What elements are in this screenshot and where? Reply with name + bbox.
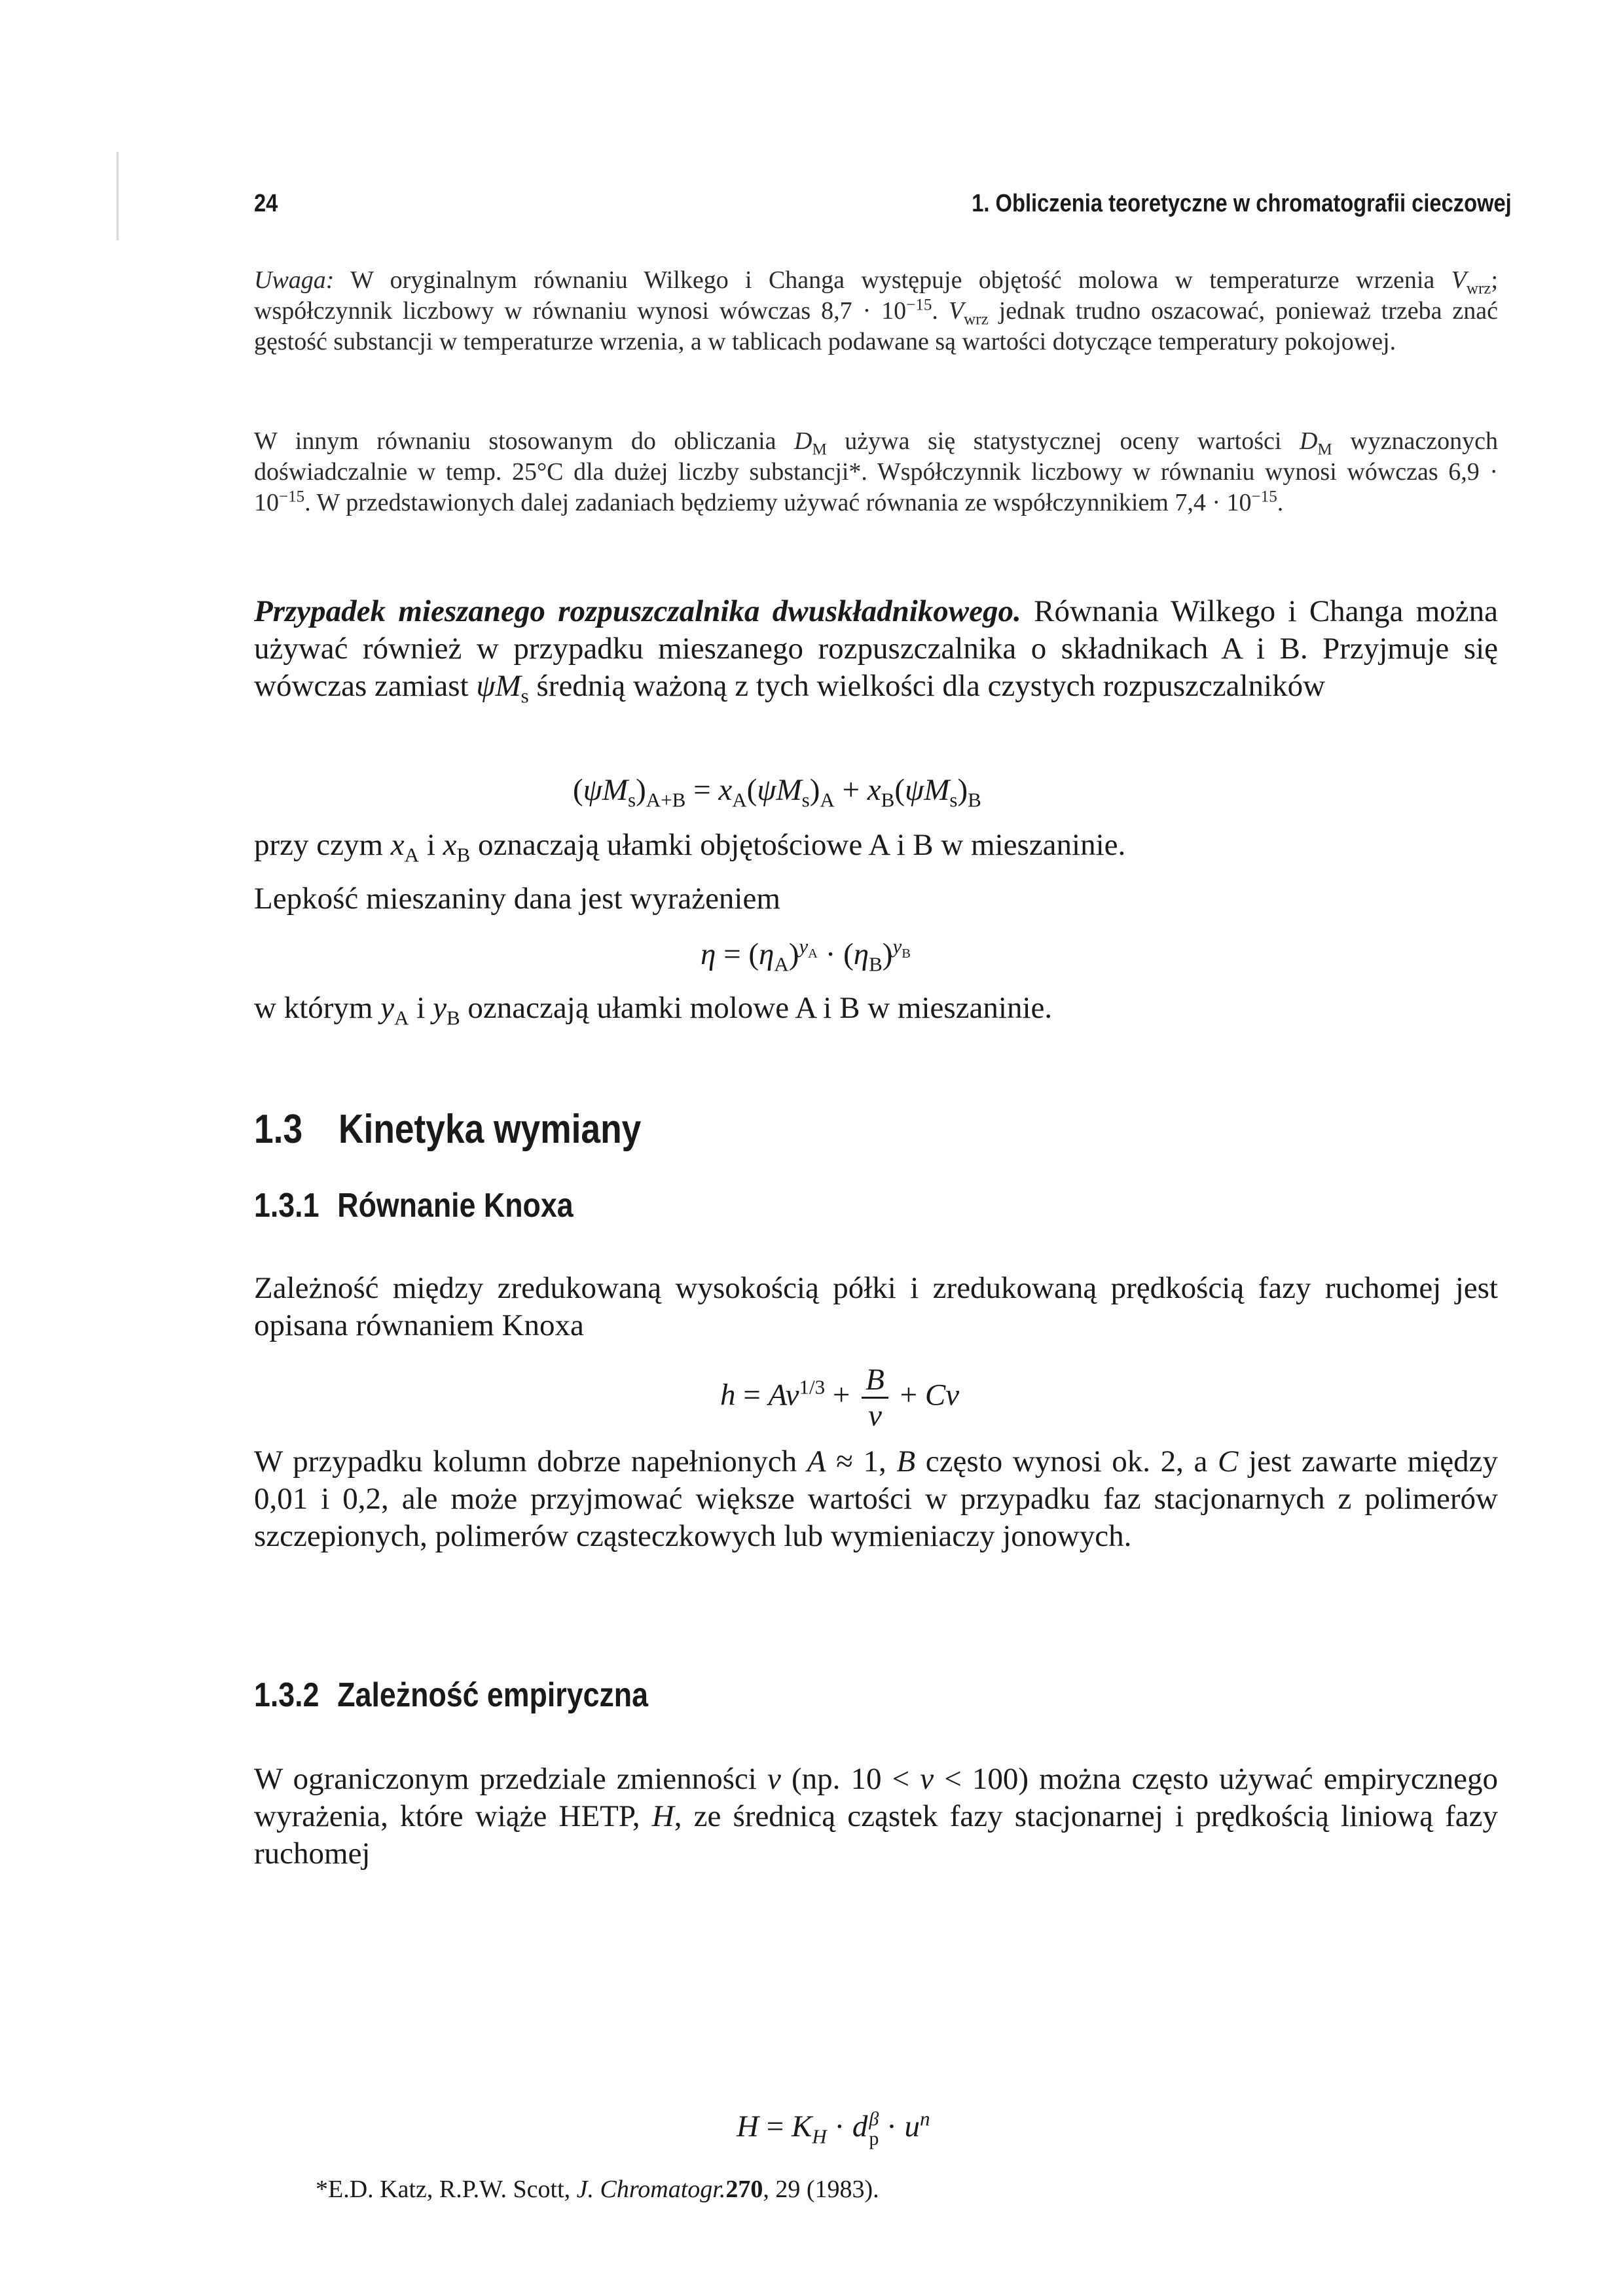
journal-name: J. Chromatogr. — [576, 2176, 726, 2203]
journal-volume: 270 — [725, 2176, 763, 2203]
equation-viscosity: $\eta = (\eta_A)^{y_A} \cdot (\eta_B)^{y_B}$ — [701, 935, 911, 976]
subsection-heading-empirical — [254, 1676, 648, 1715]
subsection-title: Zależność empiryczna — [337, 1676, 648, 1714]
note-paragraph: Uwaga: W oryginalnym równaniu Wilkego i Changa występuje objętość molowa w temperaturze wrzenia $V_{wrz}$; współczynnik liczbowy w równaniu wynosi wówczas $8,7 \cdot 10^{-15}$. $V_{wrz}$ jednak trudno oszacować, ponieważ trzeba znać gęstość substancji w temperaturze wrzenia, a w tablicach podawane są wartości dotyczące temperatury pokojowej. — [254, 266, 1499, 355]
subsection-number: 1.3.1 — [254, 1187, 319, 1225]
empirical-paragraph: W ograniczonym przedziale zmienności v (np. 10 < v < 100) można często używać empirycznego wyrażenia, które wiąże HETP, H, ze średnicą cząstek fazy stacjonarnej i prędkością liniową fazy ruchomej — [254, 1762, 1498, 1871]
viscosity-paragraph: Lepkość mieszaniny dana jest wyrażeniem — [254, 882, 780, 916]
mole-fractions-paragraph: w którym $y_A$ i $y_B$ oznaczają ułamki molowe A i B w mieszaninie. — [254, 991, 1053, 1030]
mixed-solvent-paragraph: Przypadek mieszanego rozpuszczalnika dwuskładnikowego. Równania Wilkego i Changa można używać również w przypadku mieszanego rozpuszczalnika o składnikach A i B. Przyjmuje się wówczas zamiast $\psi M_s$ średnią ważoną z tych wielkości dla czystych rozpuszczalników — [254, 594, 1498, 708]
dm-paragraph: W innym równaniu stosowanym do obliczania $D_M$ używa się statystycznej oceny wartości $D_M$ wyznaczonych doświadczalnie w temp. 25°C dla dużej liczby substancji*. Współczynnik liczbowy w równaniu wynosi wówczas $6,9 \cdot 10^{-15}$. W przedstawionych dalej zadaniach będziemy używać równania ze współczynnikiem $7,4 \cdot 10^{-15}$. — [254, 427, 1499, 516]
knox-constants-paragraph: W przypadku kolumn dobrze napełnionych A ≈ 1, B często wynosi ok. 2, a C jest zawarte między 0,01 i 0,2, ale może przyjmować większe wartości w przypadku faz stacjonarnych z polimerów szczepionych, polimerów cząsteczkowych lub wymieniaczy jonowych. — [254, 1444, 1498, 1553]
equation-weighted-mean: $(\psi M_s)_{A+B} = x_A(\psi M_s)_A + x_B(\psi M_s)_B$ — [573, 773, 981, 812]
knox-intro-paragraph: Zależność między zredukowaną wysokością półki i zredukowaną prędkością fazy ruchomej jest opisana równaniem Knoxa — [254, 1271, 1498, 1342]
binding-edge — [117, 152, 119, 240]
subsection-number: 1.3.2 — [254, 1676, 319, 1714]
running-header: 1. Obliczenia teoretyczne w chromatografii cieczowej — [972, 190, 1512, 217]
subsection-heading-knox — [254, 1186, 574, 1225]
equation-knox: $h = Av^{1/3}$ + $\frac{B}{v}$ + Cv — [720, 1363, 960, 1433]
subsection-title: Równanie Knoxa — [337, 1187, 574, 1225]
section-title: Kinetyka wymiany — [338, 1107, 642, 1152]
equation-empirical: $H = K_H \cdot d$ β p · $u^n$ — [737, 2107, 930, 2150]
note-label: Uwaga: — [254, 266, 335, 294]
section-number: 1.3 — [254, 1107, 303, 1152]
volume-fractions-paragraph: przy czym $x_A$ i $x_B$ oznaczają ułamki objętościowe A i B w mieszaninie. — [254, 828, 1126, 867]
section-heading — [254, 1106, 641, 1153]
page-number: 24 — [254, 190, 278, 217]
fraction-b-over-v: $\frac{B}{v}$ — [862, 1363, 888, 1433]
footnote: *E.D. Katz, R.P.W. Scott, J. Chromatogr.270, 29 (1983). — [316, 2176, 879, 2203]
paragraph-title: Przypadek mieszanego rozpuszczalnika dwuskładnikowego. — [254, 594, 1021, 628]
